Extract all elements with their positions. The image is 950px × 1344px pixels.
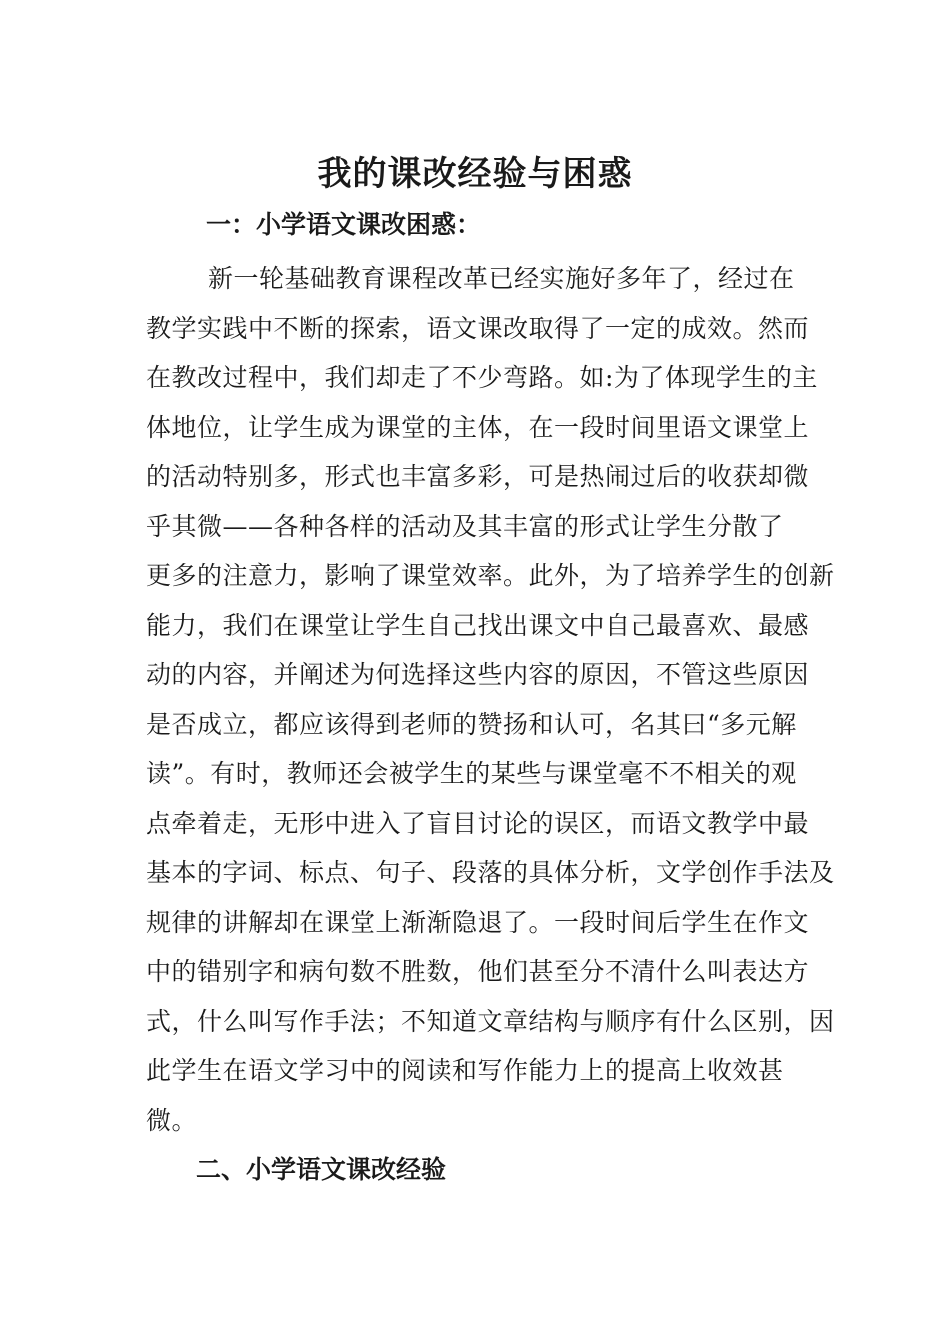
paragraph-line: 是否成立，都应该得到老师的赞扬和认可，名其曰“多元解 (146, 709, 797, 739)
paragraph-line: 动的内容，并阐述为何选择这些内容的原因，不管这些原因 (146, 660, 810, 689)
paragraph-line: 乎其微——各种各样的活动及其丰富的形式让学生分散了 (146, 511, 784, 541)
paragraph-line: 在教改过程中，我们却走了不少弯路。如:为了体现学生的主 (146, 363, 818, 392)
paragraph-line: 的活动特别多，形式也丰富多彩，可是热闹过后的收获却微 (146, 462, 810, 491)
paragraph-line: 此学生在语文学习中的阅读和写作能力上的提高上收效甚 (146, 1056, 784, 1085)
paragraph-line: 中的错别字和病句数不胜数，他们甚至分不清什么叫表达方 (146, 957, 810, 986)
section-heading-experience: 二、小学语文课改经验 (196, 1155, 447, 1184)
paragraph-line: 点牵着走，无形中进入了盲目讨论的误区，而语文教学中最 (146, 808, 810, 838)
paragraph-line: 教学实践中不断的探索，语文课改取得了一定的成效。然而 (146, 313, 810, 343)
paragraph-line: 体地位，让学生成为课堂的主体，在一段时间里语文课堂上 (146, 412, 810, 442)
document-title: 我的课改经验与困惑 (317, 154, 633, 194)
paragraph-line: 规律的讲解却在课堂上渐渐隐退了。一段时间后学生在作文 (146, 907, 810, 937)
paragraph-line: 基本的字词、标点、句子、段落的具体分析，文学创作手法及 (146, 858, 835, 887)
section-heading-confusion: 一：小学语文课改困惑： (206, 210, 482, 239)
paragraph-line: 更多的注意力，影响了课堂效率。此外，为了培养学生的创新 (146, 561, 835, 590)
paragraph-line: 式，什么叫写作手法；不知道文章结构与顺序有什么区别，因 (146, 1006, 835, 1036)
paragraph-line: 新一轮基础教育课程改革已经实施好多年了，经过在 (208, 264, 795, 293)
body-paragraph (146, 254, 835, 1145)
paragraph-line: 能力，我们在课堂让学生自己找出课文中自己最喜欢、最感 (146, 610, 810, 640)
paragraph-line: 微。 (146, 1105, 198, 1135)
paragraph-line: 读”。有时，教师还会被学生的某些与课堂毫不不相关的观 (146, 759, 797, 788)
